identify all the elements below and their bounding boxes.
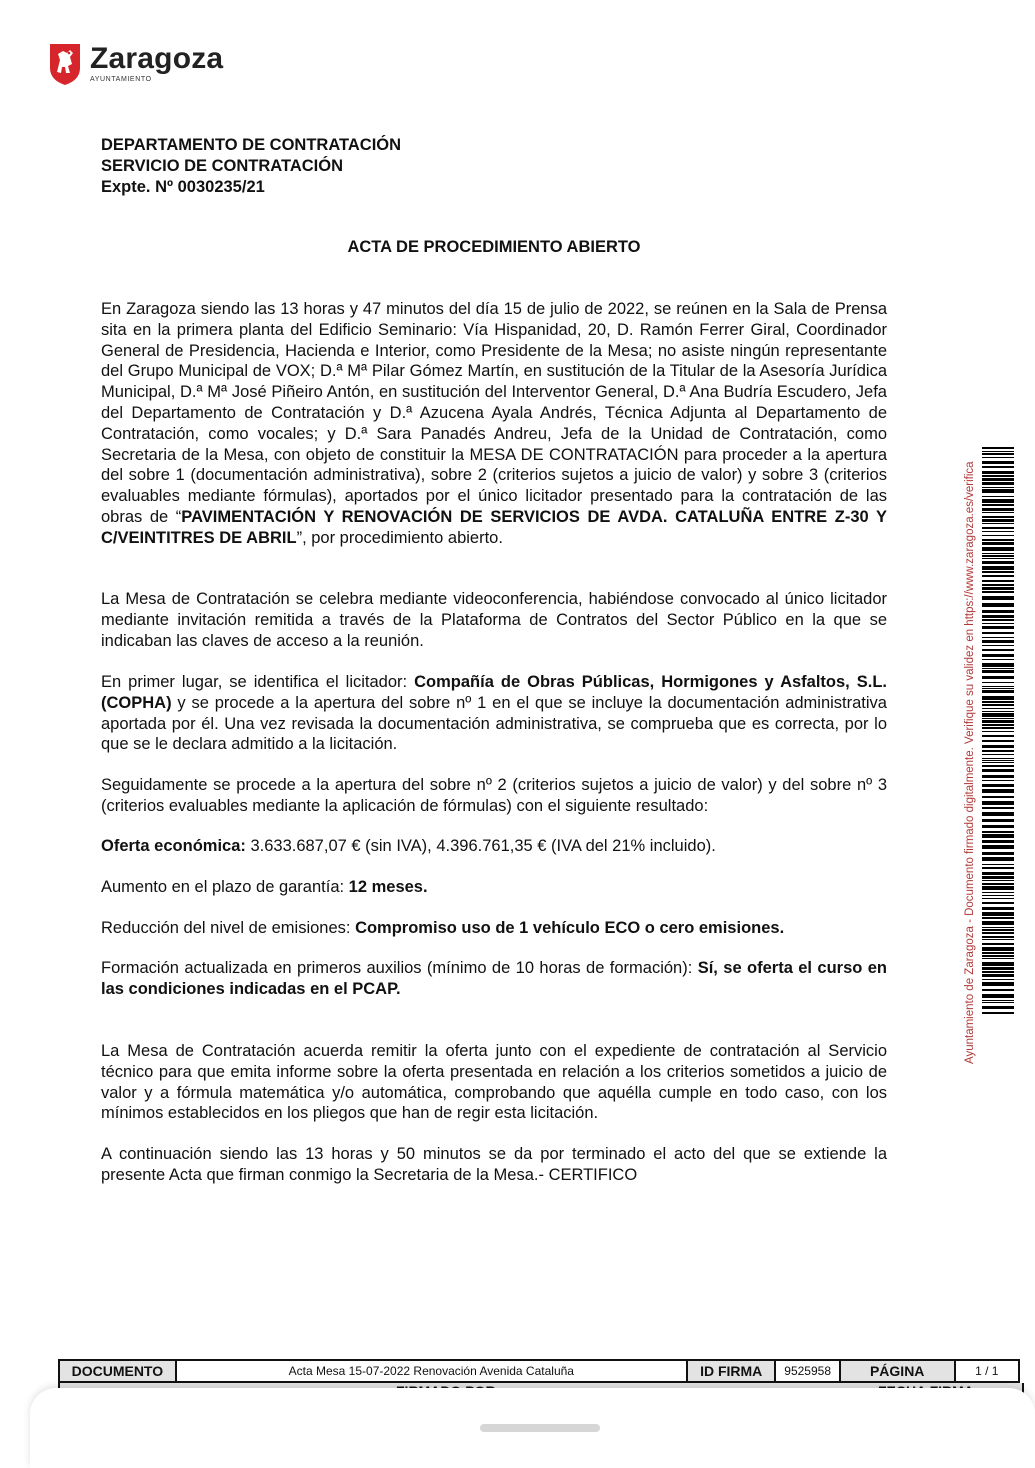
footer-document-value: Acta Mesa 15-07-2022 Renovación Avenida Cataluña bbox=[176, 1360, 687, 1382]
first-aid-value: Sí, se oferta el curso en las condiciones indicadas en el PCAP. bbox=[101, 959, 887, 998]
paragraph-first-aid bbox=[101, 958, 887, 1000]
footer-page-value: 1 / 1 bbox=[955, 1360, 1019, 1382]
logo-subtitle: AYUNTAMIENTO bbox=[90, 76, 152, 83]
footer-id-value: 9525958 bbox=[775, 1360, 839, 1382]
header-file-number: Expte. Nº 0030235/21 bbox=[101, 178, 265, 196]
first-aid-label: Formación actualizada en primeros auxilios (mínimo de 10 horas de formación): bbox=[101, 959, 698, 977]
warranty-label: Aumento en el plazo de garantía: bbox=[101, 878, 349, 896]
footer-page-label: PÁGINA bbox=[840, 1360, 955, 1382]
paragraph-bidder bbox=[101, 672, 887, 755]
bidder-intro: En primer lugar, se identifica el licitador: bbox=[101, 673, 415, 691]
agreement-text: La Mesa de Contratación acuerda remitir la oferta junto con el expediente de contratación al Servicio técnico para que emita informe sobre la oferta presentada en relación a los criterios sometidos a juicio de valor y a fórmula matemática y/o automática, comprobando que aquélla cumple en todo caso, con los mínimos establecidos en los pliegos que han de regir esta licitación. bbox=[101, 1042, 887, 1123]
document-title: ACTA DE PROCEDIMIENTO ABIERTO bbox=[347, 238, 641, 256]
paragraph-opening bbox=[101, 299, 887, 549]
logo-name: Zaragoza bbox=[90, 42, 224, 75]
signature-footer-table bbox=[58, 1359, 1020, 1383]
zaragoza-shield-icon bbox=[48, 42, 82, 86]
warranty-value: 12 meses. bbox=[348, 878, 428, 896]
barcode-icon bbox=[982, 447, 1014, 1015]
paragraph-agreement bbox=[101, 1041, 887, 1124]
paragraph-emissions bbox=[101, 918, 887, 939]
header-department: DEPARTAMENTO DE CONTRATACIÓN bbox=[101, 136, 402, 154]
videoconference-text: La Mesa de Contratación se celebra mediante videoconferencia, habiéndose convocado al único licitador mediante invitación remitida a través de la Plataforma de Contratos del Sector Público en la que se indicaban las claves de acceso a la reunión. bbox=[101, 590, 887, 650]
footer-id-label: ID FIRMA bbox=[687, 1360, 776, 1382]
footer-document-label: DOCUMENTO bbox=[59, 1360, 176, 1382]
bidder-name: Compañía de Obras Públicas, Hormigones y Asfaltos, S.L. (COPHA) bbox=[101, 673, 887, 712]
closing-text: A continuación siendo las 13 horas y 50 minutos se da por terminado el acto del que se extiende la presente Acta que firman conmigo la Secretaria de la Mesa.- CERTIFICO bbox=[101, 1145, 887, 1184]
paragraph-economic-offer bbox=[101, 836, 887, 857]
paragraph-closing bbox=[101, 1144, 887, 1186]
emissions-label: Reducción del nivel de emisiones: bbox=[101, 919, 356, 937]
works-name: PAVIMENTACIÓN Y RENOVACIÓN DE SERVICIOS DE AVDA. CATALUÑA ENTRE Z-30 Y C/VEINTITRES DE ABRIL bbox=[101, 507, 887, 547]
economic-offer-label: Oferta económica: bbox=[101, 837, 246, 855]
paragraph-envelopes bbox=[101, 775, 887, 817]
header-service: SERVICIO DE CONTRATACIÓN bbox=[101, 157, 344, 175]
emissions-value: Compromiso uso de 1 vehículo ECO o cero emisiones. bbox=[355, 919, 785, 937]
digital-signature-notice: Ayuntamiento de Zaragoza - Documento firmado digitalmente. Verifique su validez en https://www.zaragoza.es/verifica bbox=[964, 461, 976, 1064]
opening-text: En Zaragoza siendo las 13 horas y 47 minutos del día 15 de julio de 2022, se reúnen en la Sala de Prensa sita en la primera planta del Edificio Seminario: Vía Hispanidad, 20, D. Ramón Ferrer Giral, Coordinador General de Presidencia, Hacienda e Interior, como Presidente de la Mesa; no asiste ningún representante del Grupo Municipal de VOX; D.ª Mª Pilar Gómez Martín, en sustitución de la Titular de la Asesoría Jurídica Municipal, D.ª Mª José Piñeiro Antón, en sustitución del Interventor General, D.ª Ana Budría Escudero, Jefa del Departamento de Contratación y D.ª Azucena Ayala Andrés, Técnica Adjunta al Departamento de Contratación, como vocales; y D.ª Sara Panadés Andreu, Jefa de la Unidad de Contratación, como Secretaria de la Mesa, con objeto de constituir la MESA DE CONTRATACIÓN para proceder a la apertura del sobre 1 (documentación administrativa), sobre 2 (criterios sujetos a juicio de valor) y sobre 3 (criterios evaluables mediante fórmulas), aportados por el único licitador presentado para la contratación de las obras de “ bbox=[101, 300, 887, 526]
economic-offer-value: 3.633.687,07 € (sin IVA), 4.396.761,35 € (IVA del 21% incluido). bbox=[245, 837, 716, 855]
document-header bbox=[101, 135, 401, 198]
zaragoza-logo bbox=[48, 42, 223, 86]
paragraph-videoconference bbox=[101, 589, 887, 651]
drag-handle[interactable] bbox=[480, 1424, 600, 1432]
paragraph-warranty bbox=[101, 877, 887, 898]
envelopes-text: Seguidamente se procede a la apertura del sobre nº 2 (criterios sujetos a juicio de valor) y del sobre nº 3 (criterios evaluables mediante la aplicación de fórmulas) con el siguiente resultado: bbox=[101, 776, 887, 815]
bidder-text: y se procede a la apertura del sobre nº 1 en el que se incluye la documentación administrativa aportada por él. Una vez revisada la documentación administrativa, se comprueba que es correcta, por lo que se le declara admitido a la licitación. bbox=[101, 693, 887, 754]
opening-end: ”, por procedimiento abierto. bbox=[296, 528, 503, 547]
